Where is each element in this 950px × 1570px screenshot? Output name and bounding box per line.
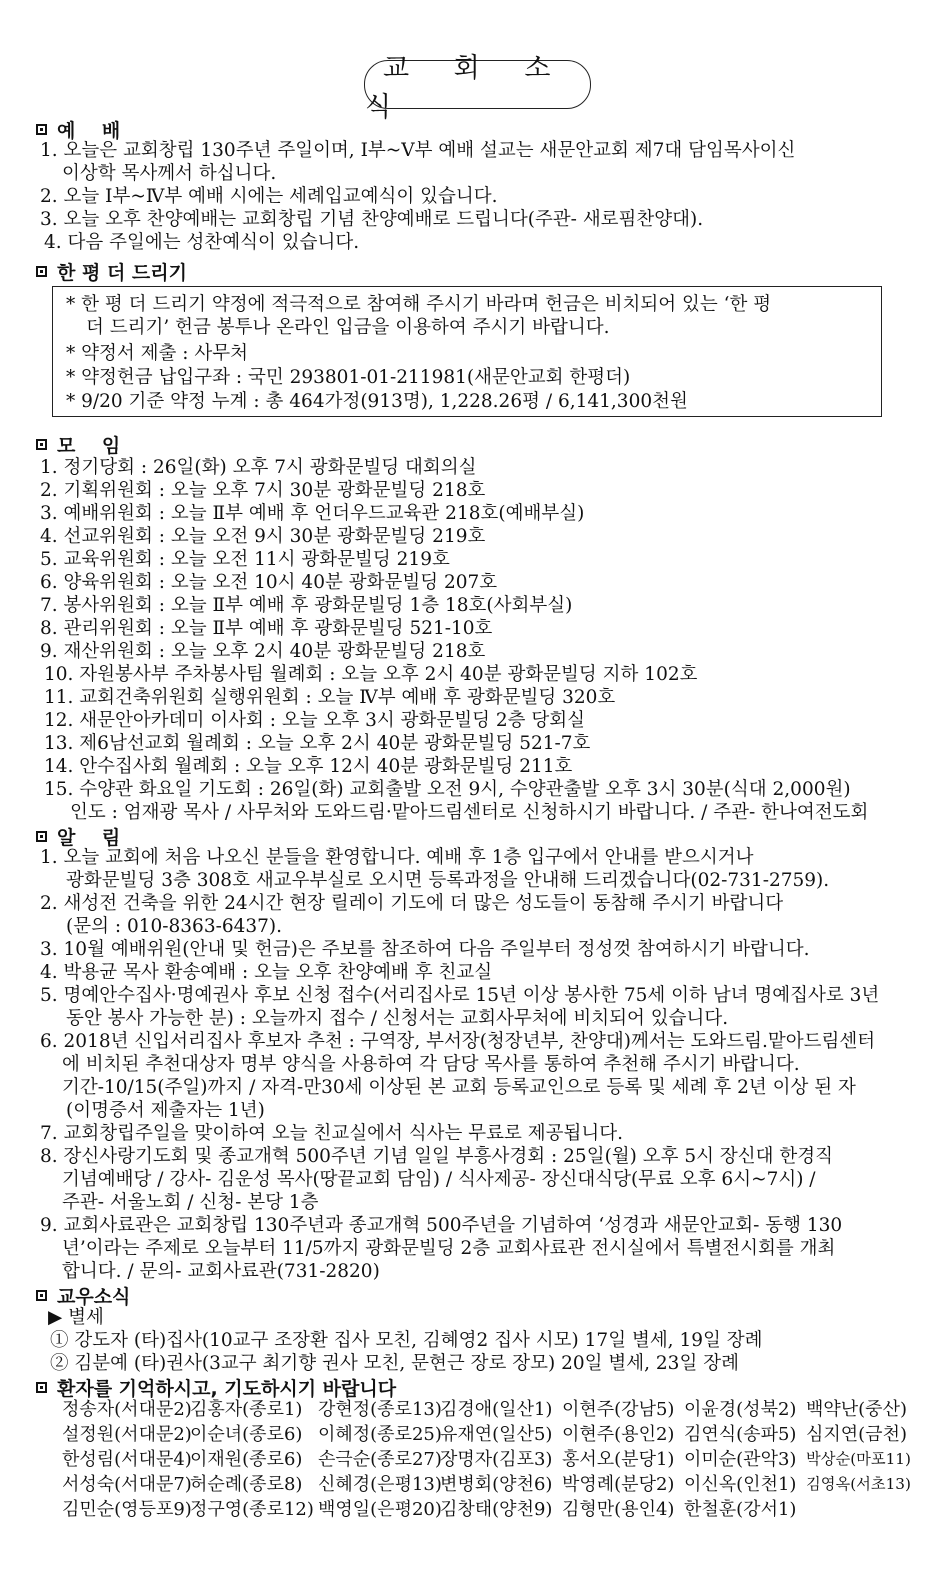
prayer-name-cell: 손극순(종로27) [318,1449,442,1470]
page-title: 교 회 소 식 [364,60,591,109]
list-item: (문의 : 010-8363-6437). [66,916,283,937]
section-heading-label: 환자를 기억하시고, 기도하시기 바랍니다 [57,1377,397,1400]
list-item: 광화문빌딩 3층 308호 새교우부실로 오시면 등록과정을 안내해 드리겠습니다(02-731-2759). [66,870,830,891]
prayer-name-cell: 홍서오(분당1) [562,1449,675,1470]
list-item: 14. 안수집사회 월례회 : 오늘 오후 12시 40분 광화문빌딩 211호 [44,756,573,777]
square-bullet-icon [36,831,47,842]
list-item: 15. 수양관 화요일 기도회 : 26일(화) 교회출발 오전 9시, 수양관출발 오후 3시 30분(식대 2,000원) [44,779,851,800]
prayer-name-cell: 김창태(양천9) [440,1499,553,1520]
prayer-name-cell: 이미순(관악3) [684,1449,797,1470]
list-item: 13. 제6남선교회 월례회 : 오늘 오후 2시 40분 광화문빌딩 521-7호 [44,733,591,754]
list-item: * 한 평 더 드리기 약정에 적극적으로 참여해 주시기 바라며 헌금은 비치되어 있는 ‘한 평 [66,294,772,315]
list-item: 1. 오늘은 교회창립 130주년 주일이며, Ⅰ부~Ⅴ부 예배 설교는 새문안교회 제7대 담임목사이신 [40,140,796,161]
list-item: 7. 교회창립주일을 맞이하여 오늘 친교실에서 식사는 무료로 제공됩니다. [40,1123,623,1144]
square-bullet-icon [36,1290,47,1301]
square-bullet-icon [36,1382,47,1393]
list-item: * 약정헌금 납입구좌 : 국민 293801-01-211981(새문안교회 한평더) [66,367,631,388]
list-item: 2. 기획위원회 : 오늘 오후 7시 30분 광화문빌딩 218호 [40,480,486,501]
list-item: 8. 장신사랑기도회 및 종교개혁 500주년 기념 일일 부흥사경회 : 25일(월) 오후 5시 장신대 한경직 [40,1146,834,1167]
list-item: 기념예배당 / 강사- 김운성 목사(땅끝교회 담임) / 식사제공- 장신대식당(무료 오후 6시~7시) / [62,1169,816,1190]
prayer-name-cell: 강현정(종로13) [318,1399,442,1420]
prayer-name-cell: 이재원(종로6) [190,1449,303,1470]
section-heading-worship [36,117,120,141]
prayer-name-cell: 심지연(금천) [806,1424,907,1445]
list-item: 12. 새문안아카데미 이사회 : 오늘 오후 3시 광화문빌딩 2층 당회실 [44,710,586,731]
square-bullet-icon [36,124,47,135]
list-item: 더 드리기’ 헌금 봉투나 온라인 입금을 이용하여 주시기 바랍니다. [86,317,610,338]
list-item: 9. 교회사료관은 교회창립 130주년과 종교개혁 500주년을 기념하여 ‘성경과 새문안교회- 동행 130 [40,1215,843,1236]
prayer-name-cell: 김민순(영등포9) [62,1499,192,1520]
list-item: 8. 관리위원회 : 오늘 Ⅱ부 예배 후 광화문빌딩 521-10호 [40,618,493,639]
list-item: 2. 오늘 Ⅰ부~Ⅳ부 예배 시에는 세례입교예식이 있습니다. [40,186,498,207]
section-heading-label: 모 임 [57,434,121,457]
prayer-name-cell: 김경애(일산1) [440,1399,553,1420]
prayer-name-cell: 이순녀(종로6) [190,1424,303,1445]
square-bullet-icon [36,266,47,277]
prayer-name-cell: 한철훈(강서1) [684,1499,797,1520]
list-item: ① 강도자 (타)집사(10교구 조장환 집사 모친, 김혜영2 집사 시모) 17일 별세, 19일 장례 [50,1330,763,1351]
square-bullet-icon [36,439,47,450]
prayer-name-cell: 설정원(서대문2) [62,1424,192,1445]
list-item: * 9/20 기준 약정 누계 : 총 464가정(913명), 1,228.26평 / 6,141,300천원 [66,391,688,412]
list-item: 합니다. / 문의- 교회사료관(731-2820) [62,1261,380,1282]
list-item: 기간-10/15(주일)까지 / 자격-만30세 이상된 본 교회 등록교인으로 등록 및 세례 후 2년 이상 된 자 [62,1077,856,1098]
prayer-name-cell: 이현주(용인2) [562,1424,675,1445]
list-item: 11. 교회건축위원회 실행위원회 : 오늘 Ⅳ부 예배 후 광화문빌딩 320호 [44,687,616,708]
prayer-name-cell: 박상순(마포11) [806,1450,911,1468]
prayer-name-cell: 한성림(서대문4) [62,1449,192,1470]
prayer-name-cell: 허순례(종로8) [190,1474,303,1495]
prayer-name-cell: 정구영(종로12) [190,1499,314,1520]
list-item: 6. 2018년 신입서리집사 후보자 추천 : 구역장, 부서장(청장년부, 찬양대)께서는 도와드림.맡아드림센터 [40,1031,876,1052]
prayer-name-cell: 변병회(양천6) [440,1474,553,1495]
prayer-name-cell: 이신옥(인천1) [684,1474,797,1495]
list-item: 5. 명예안수집사·명예권사 후보 신청 접수(서리집사로 15년 이상 봉사한 75세 이하 남녀 명예집사로 3년 [40,985,880,1006]
prayer-name-cell: 장명자(김포3) [440,1449,553,1470]
prayer-name-cell: 이혜정(종로25) [318,1424,442,1445]
prayer-name-cell: 김연식(송파5) [684,1424,797,1445]
list-item: 4. 다음 주일에는 성찬예식이 있습니다. [44,232,360,253]
prayer-name-cell: 김영옥(서초13) [806,1475,911,1493]
prayer-name-cell: 백약난(중산) [806,1399,907,1420]
list-item: 년’이라는 주제로 오늘부터 11/5까지 광화문빌딩 2층 교회사료관 전시실에서 특별전시회를 개최 [62,1238,836,1259]
section-heading-label: 예 배 [57,119,121,142]
list-item: 이상학 목사께서 하십니다. [62,163,277,184]
prayer-name-cell: 신혜경(은평13) [318,1474,442,1495]
list-item: 3. 10월 예배위원(안내 및 헌금)은 주보를 참조하여 다음 주일부터 정성껏 참여하시기 바랍니다. [40,939,810,960]
list-item: 1. 오늘 교회에 처음 나오신 분들을 환영합니다. 예배 후 1층 입구에서 안내를 받으시거나 [40,847,754,868]
list-item: 10. 자원봉사부 주차봉사팀 월례회 : 오늘 오후 2시 40분 광화문빌딩 지하 102호 [44,664,698,685]
section-heading-label: 알 림 [57,826,121,849]
list-item: ② 김분예 (타)권사(3교구 최기향 권사 모친, 문현근 장로 장모) 20일 별세, 23일 장례 [50,1353,739,1374]
list-item: 5. 교육위원회 : 오늘 오전 11시 광화문빌딩 219호 [40,549,450,570]
list-item: 7. 봉사위원회 : 오늘 Ⅱ부 예배 후 광화문빌딩 1층 18호(사회부실) [40,595,573,616]
list-item: 에 비치된 추천대상자 명부 양식을 사용하여 각 담당 목사를 통하여 추천해 주시기 바랍니다. [62,1054,800,1075]
prayer-name-cell: 김형만(용인4) [562,1499,675,1520]
list-item: 동안 봉사 가능한 분) : 오늘까지 접수 / 신청서는 교회사무처에 비치되어 있습니다. [66,1008,729,1029]
sub-heading: ▶ 별세 [48,1307,104,1328]
list-item: (이명증서 제출자는 1년) [66,1100,265,1121]
prayer-name-cell: 박영례(분당2) [562,1474,675,1495]
list-item: 인도 : 엄재광 목사 / 사무처와 도와드림·맡아드림센터로 신청하시기 바랍니다. / 주관- 한나여전도회 [70,802,869,823]
list-item: 4. 박용균 목사 환송예배 : 오늘 오후 찬양예배 후 친교실 [40,962,493,983]
section-heading-prayer [36,1375,396,1399]
prayer-name-cell: 김홍자(종로1) [190,1399,303,1420]
prayer-name-cell: 이현주(강남5) [562,1399,675,1420]
list-item: 4. 선교위원회 : 오늘 오전 9시 30분 광화문빌딩 219호 [40,526,486,547]
section-heading-pledge [36,259,187,283]
list-item: 1. 정기당회 : 26일(화) 오후 7시 광화문빌딩 대회의실 [40,457,477,478]
list-item: 9. 재산위원회 : 오늘 오후 2시 40분 광화문빌딩 218호 [40,641,486,662]
prayer-name-cell: 서성숙(서대문7) [62,1474,192,1495]
section-heading-label: 교우소식 [57,1285,131,1308]
prayer-name-cell: 유재연(일산5) [440,1424,553,1445]
list-item: 6. 양육위원회 : 오늘 오전 10시 40분 광화문빌딩 207호 [40,572,498,593]
section-heading-meetings [36,432,120,456]
section-heading-notices [36,824,120,848]
prayer-name-cell: 백영일(은평20) [318,1499,442,1520]
section-heading-label: 한 평 더 드리기 [57,261,187,284]
prayer-name-cell: 정송자(서대문2) [62,1399,192,1420]
list-item: * 약정서 제출 : 사무처 [66,343,248,364]
list-item: 3. 예배위원회 : 오늘 Ⅱ부 예배 후 언더우드교육관 218호(예배부실) [40,503,585,524]
list-item: 2. 새성전 건축을 위한 24시간 현장 릴레이 기도에 더 많은 성도들이 동참해 주시기 바랍니다 [40,893,784,914]
list-item: 주관- 서울노회 / 신청- 본당 1층 [62,1192,319,1213]
list-item: 3. 오늘 오후 찬양예배는 교회창립 기념 찬양예배로 드립니다(주관- 새로핌찬양대). [40,209,704,230]
prayer-name-cell: 이윤경(성북2) [684,1399,797,1420]
section-heading-members [36,1283,130,1307]
